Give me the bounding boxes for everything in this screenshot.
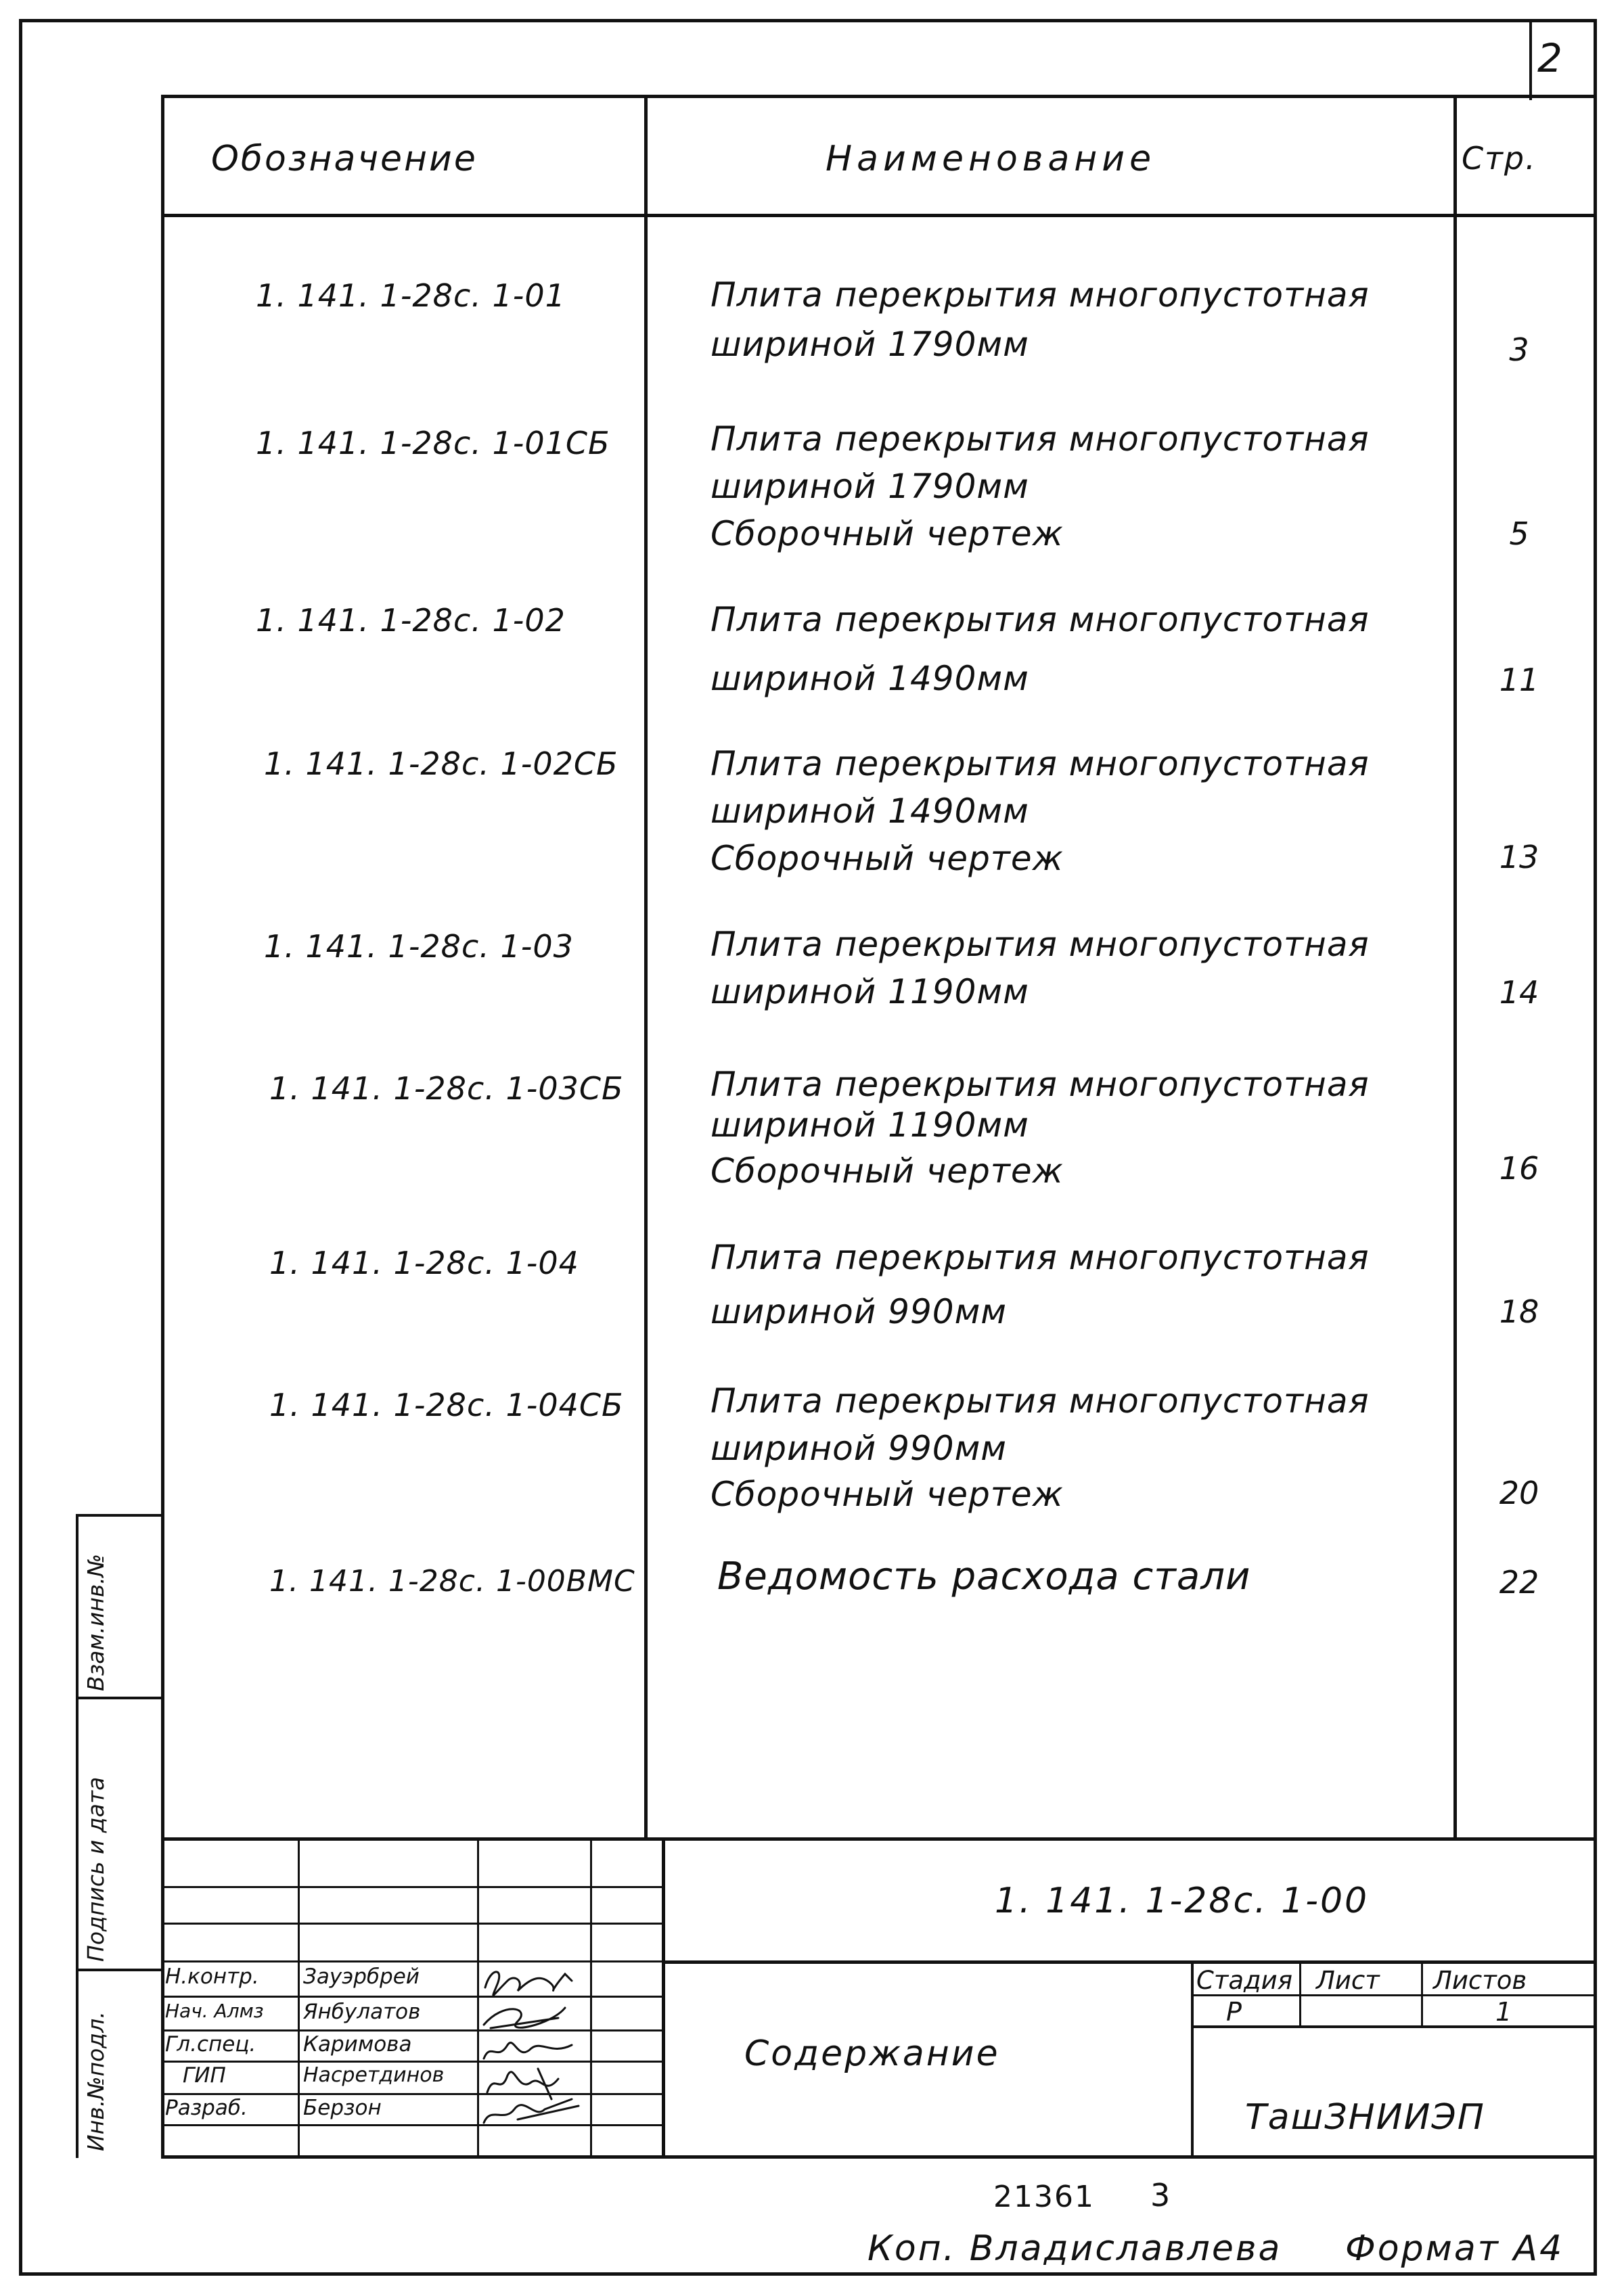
staff-4-role: ГИП <box>183 2063 226 2088</box>
row-4-name-line-3: Сборочный чертеж <box>710 839 1064 878</box>
archive-suffix: 3 <box>1150 2177 1171 2213</box>
staff-1-role: Н.контр. <box>165 1965 259 1989</box>
row-8-page: 20 <box>1499 1475 1539 1511</box>
col-divider-1 <box>644 95 648 1840</box>
sheet-label: Лист <box>1316 1966 1380 1995</box>
side-stamp-line-3 <box>76 1969 162 1971</box>
signatures-graphic <box>477 1960 612 2130</box>
row-1-name-line-1: Плита перекрытия многопустотная <box>710 275 1370 315</box>
row-7-designation: 1. 141. 1-28с. 1-04 <box>269 1245 579 1281</box>
frame-right <box>1594 19 1597 2276</box>
side-stamp-inv-podl: Инв.№подл. <box>83 2011 109 2151</box>
row-7-name-line-2: шириной 990мм <box>710 1292 1008 1331</box>
header-underline <box>161 214 1594 217</box>
row-6-name-line-1: Плита перекрытия многопустотная <box>710 1065 1370 1104</box>
signature-4 <box>487 2069 558 2099</box>
staff-5-role: Разраб. <box>165 2096 248 2120</box>
row-5-designation: 1. 141. 1-28с. 1-03 <box>264 928 574 965</box>
sheets-label: Листов <box>1433 1966 1527 1995</box>
copied-by: Коп. Владиславлева <box>867 2228 1282 2269</box>
table-bottom <box>161 2155 1594 2159</box>
staff-2-name: Янбулатов <box>303 2000 421 2024</box>
row-2-page: 5 <box>1509 515 1529 552</box>
signature-2 <box>484 2008 565 2028</box>
row-6-name-line-2: шириной 1190мм <box>710 1105 1029 1145</box>
row-6-name-line-3: Сборочный чертеж <box>710 1151 1064 1191</box>
page-number: 2 <box>1537 35 1562 81</box>
row-3-name-line-2: шириной 1490мм <box>710 659 1029 698</box>
organization: ТашЗНИИЭП <box>1245 2097 1485 2138</box>
row-2-designation: 1. 141. 1-28с. 1-01СБ <box>256 425 610 461</box>
row-4-name-line-2: шириной 1490мм <box>710 791 1029 831</box>
row-4-name-line-1: Плита перекрытия многопустотная <box>710 744 1370 783</box>
staff-1-name: Зауэрбрей <box>303 1965 420 1989</box>
row-2-name-line-3: Сборочный чертеж <box>710 514 1064 553</box>
row-8-name-line-3: Сборочный чертеж <box>710 1475 1064 1514</box>
row-6-designation: 1. 141. 1-28с. 1-03СБ <box>269 1070 624 1107</box>
row-5-page: 14 <box>1499 974 1539 1011</box>
staff-5-name: Берзон <box>303 2096 382 2120</box>
tb-left-row-1 <box>161 1886 662 1888</box>
row-2-name-line-1: Плита перекрытия многопустотная <box>710 419 1370 459</box>
row-3-name-line-1: Плита перекрытия многопустотная <box>710 600 1370 639</box>
row-5-name-line-1: Плита перекрытия многопустотная <box>710 925 1370 964</box>
stage-label: Стадия <box>1196 1966 1292 1995</box>
side-stamp-podpis-data: Подпись и дата <box>83 1776 109 1962</box>
tb-stage-row-2 <box>1191 2025 1594 2028</box>
header-name: Наименование <box>826 139 1156 179</box>
row-1-designation: 1. 141. 1-28с. 1-01 <box>256 277 566 314</box>
row-4-designation: 1. 141. 1-28с. 1-02СБ <box>264 745 618 782</box>
row-9-page: 22 <box>1499 1564 1539 1601</box>
signature-5 <box>484 2099 579 2123</box>
staff-3-name: Каримова <box>303 2032 412 2057</box>
side-stamp-line-2 <box>76 1697 162 1699</box>
staff-3-role: Гл.спец. <box>165 2032 256 2057</box>
document-code: 1. 141. 1-28с. 1-00 <box>995 1881 1370 1921</box>
tb-col-1 <box>298 1837 300 2157</box>
row-7-name-line-1: Плита перекрытия многопустотная <box>710 1238 1370 1277</box>
stage-value: Р <box>1226 1997 1242 2027</box>
row-2-name-line-2: шириной 1790мм <box>710 467 1029 506</box>
row-9-designation: 1. 141. 1-28с. 1-00ВМС <box>269 1564 635 1599</box>
signature-1 <box>485 1972 572 1996</box>
tb-stage-col-3 <box>1421 1960 1423 2027</box>
table-top <box>161 95 1594 98</box>
header-page: Стр. <box>1462 140 1537 177</box>
row-8-designation: 1. 141. 1-28с. 1-04СБ <box>269 1387 624 1423</box>
page-number-box-left <box>1529 19 1532 100</box>
archive-number: 21361 <box>993 2180 1095 2214</box>
row-3-page: 11 <box>1499 662 1539 698</box>
side-stamp-line-1 <box>76 1514 162 1517</box>
table-left <box>161 95 164 2158</box>
row-8-name-line-1: Плита перекрытия многопустотная <box>710 1381 1370 1421</box>
side-stamp-vzam-inv: Взам.инв.№ <box>83 1553 109 1691</box>
format-label: Формат А4 <box>1345 2228 1564 2269</box>
row-5-name-line-2: шириной 1190мм <box>710 972 1029 1011</box>
signature-3 <box>484 2043 572 2059</box>
tb-code-underline <box>662 1960 1594 1964</box>
row-7-page: 18 <box>1499 1293 1539 1330</box>
tb-stage-col-2 <box>1299 1960 1301 2027</box>
row-1-page: 3 <box>1509 331 1529 368</box>
frame-left <box>19 19 22 2276</box>
row-3-designation: 1. 141. 1-28с. 1-02 <box>256 602 566 639</box>
row-1-name-line-2: шириной 1790мм <box>710 325 1029 364</box>
document-title: Содержание <box>744 2034 1000 2074</box>
row-9-name-line-1: Ведомость расхода стали <box>717 1555 1251 1599</box>
header-designation: Обозначение <box>211 139 478 179</box>
frame-top <box>19 19 1597 22</box>
side-stamp-left <box>76 1514 78 2158</box>
frame-bottom <box>19 2272 1597 2276</box>
tb-col-4 <box>662 1837 665 2157</box>
row-4-page: 13 <box>1499 839 1539 875</box>
sheets-value: 1 <box>1495 1997 1512 2027</box>
staff-2-role: Нач. Алмз <box>165 2000 264 2022</box>
row-8-name-line-2: шириной 990мм <box>710 1429 1008 1468</box>
title-block-top <box>161 1837 1594 1841</box>
row-6-page: 16 <box>1499 1150 1539 1187</box>
tb-stage-col-left <box>1191 1960 1194 2158</box>
col-divider-2 <box>1453 95 1457 1840</box>
staff-4-name: Насретдинов <box>303 2063 445 2087</box>
tb-left-row-2 <box>161 1923 662 1925</box>
